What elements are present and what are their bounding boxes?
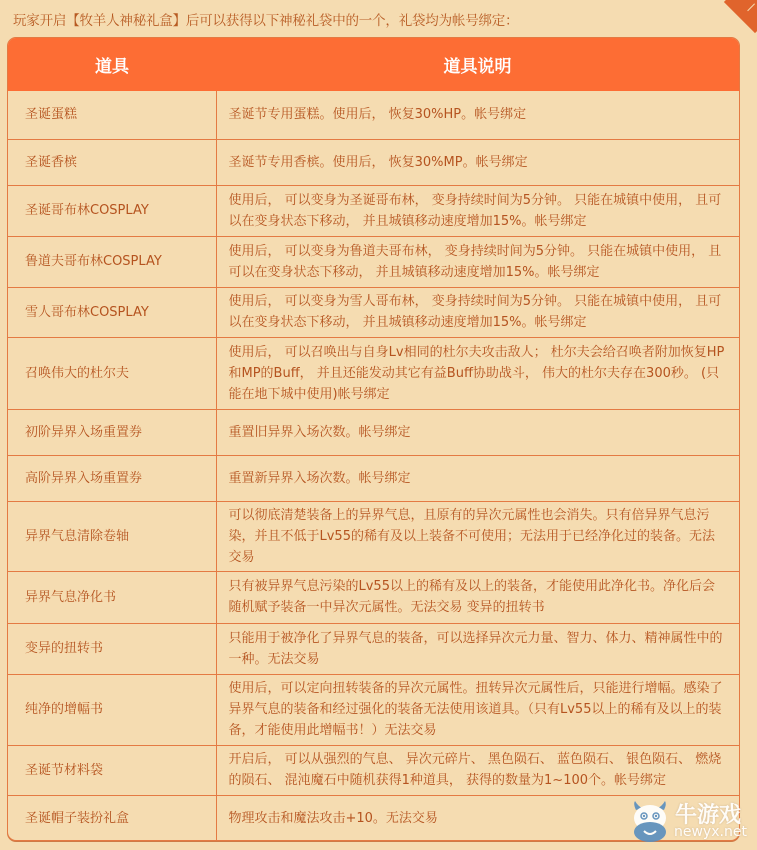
header-description: 道具说明 [216, 38, 739, 91]
item-name: 异界气息清除卷轴 [8, 501, 216, 571]
item-name: 纯净的增幅书 [8, 674, 216, 745]
table-row [8, 571, 739, 623]
item-description: 只能用于被净化了异界气息的装备，可以选择异次元力量、智力、体力、精神属性中的一种。无法交易 [216, 623, 739, 674]
item-name: 变异的扭转书 [8, 623, 216, 674]
header-item: 道具 [8, 38, 216, 91]
table-row [8, 455, 739, 501]
item-description: 使用后，可以定向扭转装备的异次元属性。扭转异次元属性后，只能进行增幅。感染了异界气息的装备和经过强化的装备无法使用该道具。（只有Lv55以上的稀有及以上的装备，才能使用此增幅书！）无法交易 [216, 674, 739, 745]
item-description: 重置新异界入场次数。帐号绑定 [216, 455, 739, 501]
watermark-text: 牛游戏 [675, 803, 742, 828]
intro-text: 玩家开启【牧羊人神秘礼盒】后可以获得以下神秘礼袋中的一个，礼袋均为帐号绑定： [13, 13, 519, 29]
table-row [8, 91, 739, 139]
item-name: 圣诞哥布林COSPLAY [8, 185, 216, 236]
item-description: 重置旧异界入场次数。帐号绑定 [216, 409, 739, 455]
table-row [8, 623, 739, 674]
item-name: 异界气息净化书 [8, 571, 216, 623]
item-description: 圣诞节专用香槟。使用后， 恢复30%MP。帐号绑定 [216, 139, 739, 185]
table-row [8, 501, 739, 571]
item-description: 使用后， 可以变身为圣诞哥布林， 变身持续时间为5分钟。 只能在城镇中使用， 且可以在变身状态下移动， 并且城镇移动速度增加15%。帐号绑定 [216, 185, 739, 236]
item-name: 雪人哥布林COSPLAY [8, 287, 216, 337]
item-name: 召唤伟大的杜尔夫 [8, 337, 216, 409]
item-description: 开启后， 可以从强烈的气息、 异次元碎片、 黑色陨石、 蓝色陨石、 银色陨石、 燃烧的陨石、 混沌魔石中随机获得1种道具， 获得的数量为1~100个。帐号绑定 [216, 745, 739, 795]
item-description: 只有被异界气息污染的Lv55以上的稀有及以上的装备，才能使用此净化书。净化后会随机赋予装备一中异次元属性。无法交易 变异的扭转书 [216, 571, 739, 623]
table-row [8, 674, 739, 745]
item-description: 使用后， 可以变身为雪人哥布林， 变身持续时间为5分钟。 只能在城镇中使用， 且可以在变身状态下移动， 并且城镇移动速度增加15%。帐号绑定 [216, 287, 739, 337]
table-row [8, 139, 739, 185]
item-name: 圣诞香槟 [8, 139, 216, 185]
item-name: 高阶异界入场重置券 [8, 455, 216, 501]
table-header-row [8, 38, 739, 91]
item-name: 鲁道夫哥布林COSPLAY [8, 236, 216, 287]
table-row [8, 287, 739, 337]
item-name: 圣诞蛋糕 [8, 91, 216, 139]
cow-logo-icon [630, 800, 670, 844]
table-row [8, 236, 739, 287]
item-description: 物理攻击和魔法攻击+10。无法交易 [216, 795, 739, 841]
items-table [8, 38, 742, 841]
watermark-url: newyx.net [674, 824, 747, 840]
item-name: 圣诞节材料袋 [8, 745, 216, 795]
table-row [8, 337, 739, 409]
item-name: 圣诞帽子装扮礼盒 [8, 795, 216, 841]
item-description: 使用后， 可以变身为鲁道夫哥布林， 变身持续时间为5分钟。 只能在城镇中使用， 且可以在变身状态下移动， 并且城镇移动速度增加15%。帐号绑定 [216, 236, 739, 287]
item-description: 圣诞节专用蛋糕。使用后， 恢复30%HP。帐号绑定 [216, 91, 739, 139]
items-table-container [7, 37, 740, 841]
item-description: 可以彻底清楚装备上的异界气息，且原有的异次元属性也会消失。只有倍异界气息污染，并且不低于Lv55的稀有及以上装备不可使用；无法用于已经净化过的装备。无法交易 [216, 501, 739, 571]
item-name: 初阶异界入场重置券 [8, 409, 216, 455]
item-description: 使用后， 可以召唤出与自身Lv相同的杜尔夫攻击敌人； 杜尔夫会给召唤者附加恢复HP和MP的Buff， 并且还能发动其它有益Buff协助战斗， 伟大的杜尔夫存在300秒。 (只能在地下城中使用)帐号绑定 [216, 337, 739, 409]
table-row [8, 409, 739, 455]
table-row [8, 185, 739, 236]
table-row [8, 745, 739, 795]
watermark [630, 798, 755, 846]
corner-ribbon-decoration [724, 0, 757, 33]
